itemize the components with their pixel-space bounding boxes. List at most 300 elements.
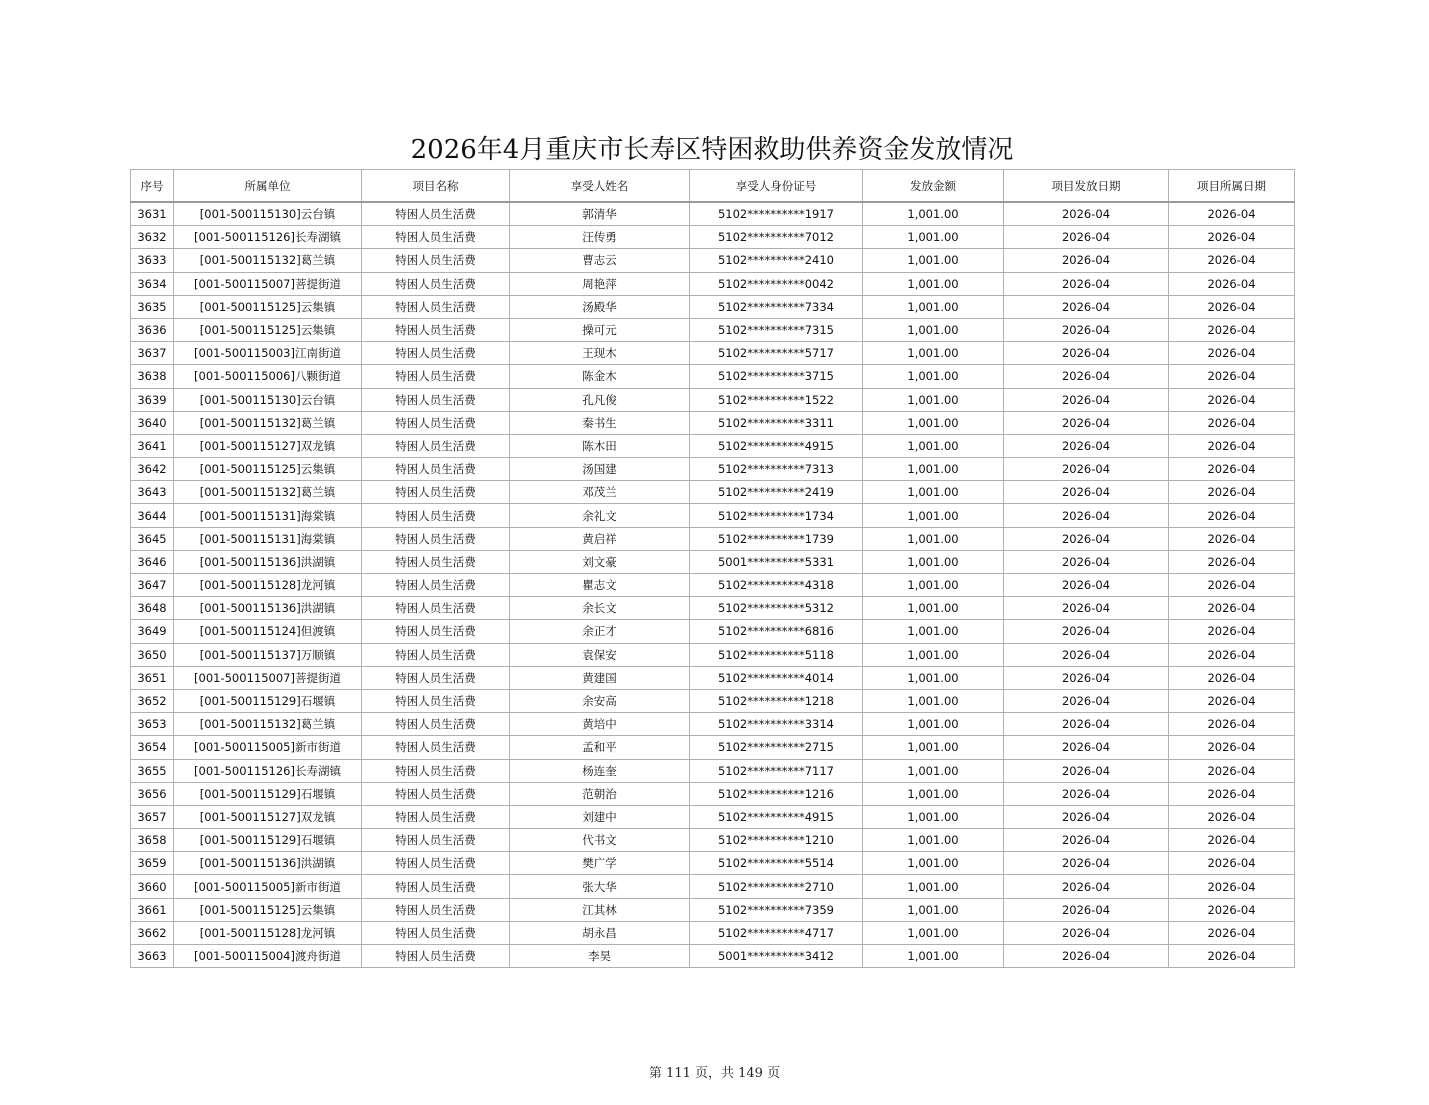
table-cell: [001-500115128]龙河镇 [174,921,362,944]
table-cell: 5102**********7117 [690,759,863,782]
table-cell: 3657 [131,805,174,828]
table-cell: 1,001.00 [863,898,1004,921]
table-cell: 1,001.00 [863,852,1004,875]
table-cell: 3642 [131,458,174,481]
table-cell: 5102**********1210 [690,829,863,852]
table-cell: [001-500115130]云台镇 [174,202,362,226]
table-cell: 曹志云 [510,249,690,272]
table-cell: 2026-04 [1004,481,1169,504]
table-cell: 2026-04 [1169,782,1295,805]
table-cell: 2026-04 [1004,875,1169,898]
table-cell: 特困人员生活费 [362,249,510,272]
table-cell: 张大华 [510,875,690,898]
table-cell: 5102**********4318 [690,574,863,597]
table-cell: 杨连奎 [510,759,690,782]
table-cell: [001-500115130]云台镇 [174,388,362,411]
table-cell: 特困人员生活费 [362,736,510,759]
table-cell: 2026-04 [1169,295,1295,318]
table-cell: 3652 [131,689,174,712]
table-cell: 5102**********2715 [690,736,863,759]
table-cell: 3643 [131,481,174,504]
table-cell: 陈金木 [510,365,690,388]
table-cell: 2026-04 [1004,550,1169,573]
table-cell: [001-500115126]长寿湖镇 [174,226,362,249]
data-table [130,169,1295,968]
table-cell: 3659 [131,852,174,875]
table-row [131,388,1295,411]
table-row [131,597,1295,620]
table-cell: 2026-04 [1004,388,1169,411]
table-cell: [001-500115127]双龙镇 [174,434,362,457]
table-row [131,782,1295,805]
table-cell: 5102**********3715 [690,365,863,388]
table-cell: 3631 [131,202,174,226]
table-row [131,759,1295,782]
table-cell: [001-500115136]洪湖镇 [174,550,362,573]
table-cell: 2026-04 [1004,736,1169,759]
table-cell: 5001**********5331 [690,550,863,573]
table-cell: [001-500115132]葛兰镇 [174,249,362,272]
table-cell: 特困人员生活费 [362,411,510,434]
table-cell: 5102**********0042 [690,272,863,295]
table-cell: [001-500115006]八颗街道 [174,365,362,388]
header-cell: 项目所属日期 [1169,170,1295,203]
table-cell: 1,001.00 [863,365,1004,388]
table-cell: 江其林 [510,898,690,921]
page-footer: 第 111 页，共 149 页 [648,1066,781,1081]
table-cell: 5102**********4717 [690,921,863,944]
table-cell: 特困人员生活费 [362,759,510,782]
header-cell: 发放金额 [863,170,1004,203]
table-cell: 汤国建 [510,458,690,481]
table-cell: [001-500115127]双龙镇 [174,805,362,828]
table-cell: 1,001.00 [863,249,1004,272]
table-cell: 2026-04 [1004,643,1169,666]
table-cell: 3650 [131,643,174,666]
table-cell: 2026-04 [1004,829,1169,852]
table-cell: 1,001.00 [863,527,1004,550]
table-cell: [001-500115126]长寿湖镇 [174,759,362,782]
table-row [131,202,1295,226]
table-cell: 2026-04 [1004,434,1169,457]
table-cell: 2026-04 [1004,620,1169,643]
table-cell: 余安高 [510,689,690,712]
table-row [131,295,1295,318]
table-cell: 3639 [131,388,174,411]
table-cell: 2026-04 [1004,504,1169,527]
table-cell: 3661 [131,898,174,921]
table-cell: 2026-04 [1004,689,1169,712]
table-cell: [001-500115137]万顺镇 [174,643,362,666]
table-cell: 2026-04 [1004,295,1169,318]
table-cell: 5102**********3314 [690,713,863,736]
table-cell: 2026-04 [1169,597,1295,620]
table-cell: 特困人员生活费 [362,272,510,295]
table-cell: 3632 [131,226,174,249]
table-row [131,574,1295,597]
table-cell: 2026-04 [1004,945,1169,968]
table-cell: 特困人员生活费 [362,829,510,852]
table-cell: [001-500115007]菩提街道 [174,666,362,689]
table-row [131,527,1295,550]
table-cell: 5102**********2710 [690,875,863,898]
table-cell: [001-500115128]龙河镇 [174,574,362,597]
table-cell: 王现木 [510,342,690,365]
table-cell: 2026-04 [1169,666,1295,689]
table-cell: [001-500115007]菩提街道 [174,272,362,295]
table-cell: 1,001.00 [863,620,1004,643]
table-cell: 2026-04 [1004,805,1169,828]
table-cell: 特困人员生活费 [362,852,510,875]
table-cell: 2026-04 [1004,713,1169,736]
table-cell: 3662 [131,921,174,944]
table-cell: 1,001.00 [863,318,1004,341]
table-cell: 1,001.00 [863,643,1004,666]
table-cell: 3636 [131,318,174,341]
table-cell: 5102**********6816 [690,620,863,643]
table-cell: [001-500115136]洪湖镇 [174,852,362,875]
table-cell: 2026-04 [1169,759,1295,782]
header-cell: 序号 [131,170,174,203]
table-row [131,921,1295,944]
table-row [131,829,1295,852]
table-cell: 1,001.00 [863,736,1004,759]
table-cell: 1,001.00 [863,504,1004,527]
table-body [131,202,1295,968]
table-cell: 2026-04 [1169,527,1295,550]
table-cell: 2026-04 [1004,411,1169,434]
table-cell: 特困人员生活费 [362,388,510,411]
header-cell: 享受人身份证号 [690,170,863,203]
table-cell: 3653 [131,713,174,736]
table-cell: 2026-04 [1004,898,1169,921]
table-row [131,481,1295,504]
table-cell: 黄建国 [510,666,690,689]
table-cell: 1,001.00 [863,458,1004,481]
table-cell: 特困人员生活费 [362,875,510,898]
table-cell: 2026-04 [1004,666,1169,689]
table-cell: 2026-04 [1169,689,1295,712]
table-cell: 5102**********1216 [690,782,863,805]
table-cell: 特困人员生活费 [362,597,510,620]
table-cell: 特困人员生活费 [362,434,510,457]
table-cell: 特困人员生活费 [362,689,510,712]
table-cell: 2026-04 [1169,342,1295,365]
table-cell: 特困人员生活费 [362,713,510,736]
table-cell: 5102**********4915 [690,434,863,457]
table-row [131,365,1295,388]
table-cell: 2026-04 [1004,202,1169,226]
table-cell: 2026-04 [1169,736,1295,759]
table-cell: 3649 [131,620,174,643]
table-cell: 3644 [131,504,174,527]
table-cell: 5102**********1522 [690,388,863,411]
table-cell: 胡永昌 [510,921,690,944]
table-cell: [001-500115003]江南街道 [174,342,362,365]
table-cell: 2026-04 [1169,550,1295,573]
table-cell: 2026-04 [1169,805,1295,828]
table-cell: 代书文 [510,829,690,852]
header-cell: 享受人姓名 [510,170,690,203]
table-cell: 2026-04 [1004,921,1169,944]
table-cell: 特困人员生活费 [362,202,510,226]
table-row [131,805,1295,828]
table-cell: 5102**********4014 [690,666,863,689]
page-title: 2026年4月重庆市长寿区特困救助供养资金发放情况 [410,135,1014,165]
table-row [131,898,1295,921]
table-cell: 3656 [131,782,174,805]
table-cell: 郭清华 [510,202,690,226]
table-cell: 特困人员生活费 [362,945,510,968]
table-row [131,504,1295,527]
table-cell: 2026-04 [1169,226,1295,249]
table-cell: 特困人员生活费 [362,782,510,805]
table-cell: 邓茂兰 [510,481,690,504]
table-cell: 2026-04 [1004,458,1169,481]
table-row [131,272,1295,295]
table-cell: 2026-04 [1004,342,1169,365]
table-cell: 1,001.00 [863,945,1004,968]
table-cell: 1,001.00 [863,875,1004,898]
table-row [131,945,1295,968]
table-cell: 3663 [131,945,174,968]
table-cell: [001-500115132]葛兰镇 [174,411,362,434]
table-cell: 1,001.00 [863,805,1004,828]
table-row [131,736,1295,759]
table-cell: 特困人员生活费 [362,574,510,597]
table-cell: [001-500115005]新市街道 [174,875,362,898]
table-cell: 3646 [131,550,174,573]
table-cell: 5102**********7313 [690,458,863,481]
table-cell: 2026-04 [1004,249,1169,272]
table-header [131,170,1295,203]
header-cell: 所属单位 [174,170,362,203]
table-row [131,620,1295,643]
table-row [131,342,1295,365]
table-cell: [001-500115125]云集镇 [174,295,362,318]
table-row [131,875,1295,898]
table-cell: 2026-04 [1169,643,1295,666]
table-cell: 特困人员生活费 [362,481,510,504]
table-cell: 2026-04 [1169,411,1295,434]
table-cell: 3645 [131,527,174,550]
table-cell: 5102**********1734 [690,504,863,527]
table-cell: 1,001.00 [863,202,1004,226]
table-row [131,666,1295,689]
table-cell: 2026-04 [1169,272,1295,295]
table-cell: 5102**********7334 [690,295,863,318]
table-cell: 2026-04 [1004,597,1169,620]
table-cell: 3635 [131,295,174,318]
table-cell: 5102**********5717 [690,342,863,365]
table-cell: 特困人员生活费 [362,921,510,944]
table-cell: 3651 [131,666,174,689]
table-cell: 特困人员生活费 [362,295,510,318]
table-cell: 1,001.00 [863,272,1004,295]
table-cell: 特困人员生活费 [362,318,510,341]
table-cell: 余礼文 [510,504,690,527]
table-cell: 3640 [131,411,174,434]
table-cell: 2026-04 [1004,226,1169,249]
table-cell: 5102**********3311 [690,411,863,434]
table-cell: 5102**********4915 [690,805,863,828]
table-cell: 1,001.00 [863,434,1004,457]
table-row [131,411,1295,434]
table-cell: 5102**********5312 [690,597,863,620]
table-cell: 2026-04 [1169,202,1295,226]
table-cell: 2026-04 [1169,458,1295,481]
table-cell: 2026-04 [1004,574,1169,597]
header-cell: 项目名称 [362,170,510,203]
table-cell: 1,001.00 [863,713,1004,736]
table-cell: 1,001.00 [863,295,1004,318]
table-row [131,318,1295,341]
table-cell: 2026-04 [1169,481,1295,504]
table-cell: 5102**********1917 [690,202,863,226]
table-cell: 范朝治 [510,782,690,805]
table-cell: 特困人员生活费 [362,898,510,921]
table-cell: 1,001.00 [863,921,1004,944]
table-cell: 3633 [131,249,174,272]
table-cell: 2026-04 [1169,388,1295,411]
table-cell: 5001**********3412 [690,945,863,968]
table-cell: [001-500115125]云集镇 [174,318,362,341]
table-cell: 3654 [131,736,174,759]
table-cell: [001-500115004]渡舟街道 [174,945,362,968]
header-cell: 项目发放日期 [1004,170,1169,203]
table-cell: 2026-04 [1169,852,1295,875]
table-cell: 特困人员生活费 [362,458,510,481]
table-cell: 特困人员生活费 [362,805,510,828]
table-cell: 1,001.00 [863,226,1004,249]
table-row [131,643,1295,666]
table-cell: 3637 [131,342,174,365]
table-cell: 5102**********1218 [690,689,863,712]
table-cell: 1,001.00 [863,759,1004,782]
table-cell: 2026-04 [1169,620,1295,643]
table-cell: 3641 [131,434,174,457]
table-row [131,713,1295,736]
table-cell: 特困人员生活费 [362,666,510,689]
table-cell: 刘建中 [510,805,690,828]
table-row [131,226,1295,249]
table-cell: 1,001.00 [863,666,1004,689]
table-cell: 5102**********7359 [690,898,863,921]
table-cell: 特困人员生活费 [362,365,510,388]
table-cell: 秦书生 [510,411,690,434]
table-cell: 3655 [131,759,174,782]
table-cell: 陈木田 [510,434,690,457]
table-cell: 1,001.00 [863,388,1004,411]
table-cell: 2026-04 [1169,829,1295,852]
table-row [131,550,1295,573]
table-cell: [001-500115131]海棠镇 [174,527,362,550]
table-cell: 3658 [131,829,174,852]
header-row [131,170,1295,203]
table-cell: [001-500115129]石堰镇 [174,829,362,852]
table-cell: 樊广学 [510,852,690,875]
table-cell: 孔凡俊 [510,388,690,411]
table-cell: 2026-04 [1004,852,1169,875]
table-cell: 1,001.00 [863,782,1004,805]
table-cell: 特困人员生活费 [362,643,510,666]
table-cell: 特困人员生活费 [362,527,510,550]
table-cell: 2026-04 [1004,272,1169,295]
table-cell: 1,001.00 [863,342,1004,365]
table-cell: 5102**********1739 [690,527,863,550]
table-row [131,852,1295,875]
table-cell: [001-500115131]海棠镇 [174,504,362,527]
table-cell: 1,001.00 [863,550,1004,573]
table-cell: [001-500115136]洪湖镇 [174,597,362,620]
table-cell: [001-500115125]云集镇 [174,898,362,921]
table-cell: 2026-04 [1169,318,1295,341]
table-cell: 5102**********7315 [690,318,863,341]
table-cell: 瞿志文 [510,574,690,597]
table-cell: 3648 [131,597,174,620]
table-row [131,434,1295,457]
table-cell: 3660 [131,875,174,898]
table-cell: [001-500115125]云集镇 [174,458,362,481]
table-row [131,249,1295,272]
table-cell: 2026-04 [1004,318,1169,341]
table-cell: 2026-04 [1169,574,1295,597]
table-cell: 3638 [131,365,174,388]
table-cell: 汤殿华 [510,295,690,318]
table-cell: 特困人员生活费 [362,342,510,365]
table-cell: 周艳萍 [510,272,690,295]
table-cell: 2026-04 [1169,365,1295,388]
table-cell: 操可元 [510,318,690,341]
table-cell: 余长文 [510,597,690,620]
table-cell: 5102**********5118 [690,643,863,666]
table-cell: 2026-04 [1004,782,1169,805]
table-cell: 2026-04 [1169,249,1295,272]
table-cell: [001-500115124]但渡镇 [174,620,362,643]
table-cell: [001-500115005]新市街道 [174,736,362,759]
table-cell: 2026-04 [1169,504,1295,527]
table-cell: 袁保安 [510,643,690,666]
table-cell: [001-500115132]葛兰镇 [174,713,362,736]
table-cell: 2026-04 [1169,875,1295,898]
table-cell: 黄启祥 [510,527,690,550]
table-cell: 特困人员生活费 [362,504,510,527]
table-cell: [001-500115129]石堰镇 [174,689,362,712]
table-cell: 特困人员生活费 [362,550,510,573]
table-cell: 1,001.00 [863,481,1004,504]
table-cell: 2026-04 [1169,945,1295,968]
table-cell: 汪传勇 [510,226,690,249]
table-cell: 1,001.00 [863,597,1004,620]
table-cell: 孟和平 [510,736,690,759]
table-cell: 2026-04 [1004,759,1169,782]
table-cell: 刘文豪 [510,550,690,573]
table-row [131,689,1295,712]
table-cell: 1,001.00 [863,574,1004,597]
table-cell: 5102**********2410 [690,249,863,272]
table-cell: 5102**********7012 [690,226,863,249]
table-row [131,458,1295,481]
table-cell: 5102**********5514 [690,852,863,875]
table-cell: 特困人员生活费 [362,620,510,643]
table-cell: 2026-04 [1169,434,1295,457]
table-cell: 5102**********2419 [690,481,863,504]
table-cell: 2026-04 [1004,527,1169,550]
table-cell: 1,001.00 [863,689,1004,712]
table-cell: 余正才 [510,620,690,643]
table-cell: 李昊 [510,945,690,968]
table-cell: 2026-04 [1169,713,1295,736]
